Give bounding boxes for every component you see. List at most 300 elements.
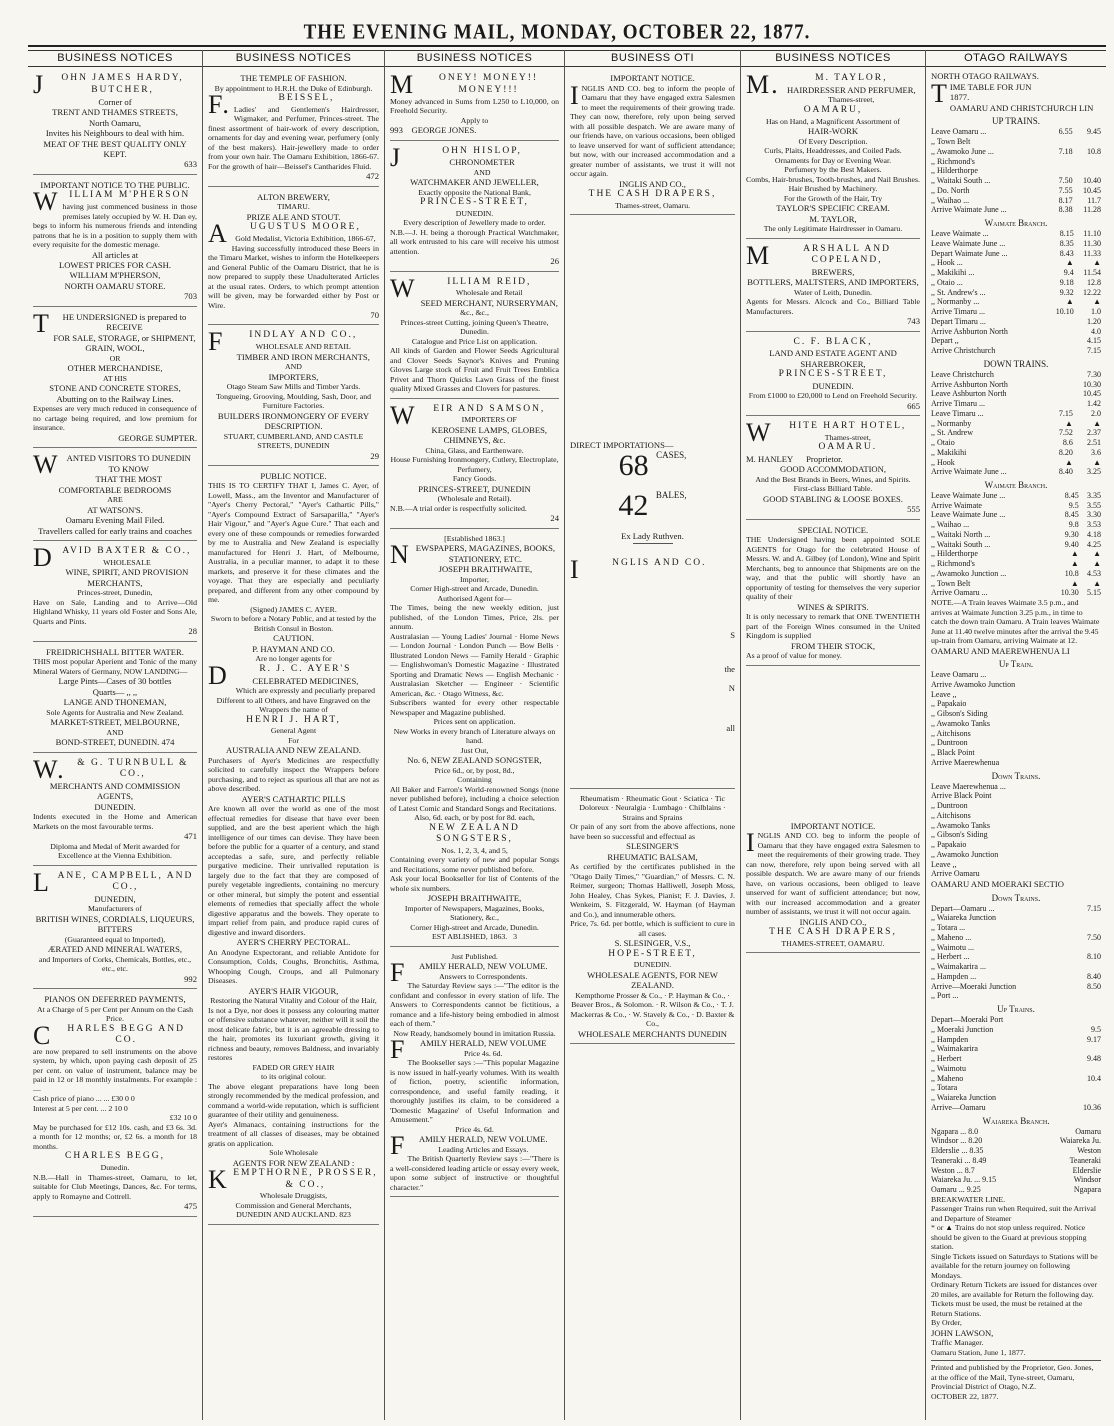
section-label: BREAKWATER LINE. [931, 1194, 1006, 1204]
station-cell: Depart ,, [931, 336, 959, 346]
ad-watson: W ANTED VISITORS TO DUNEDIN TO KNOW THAT THE MOST COMFORTABLE BEDROOMS ARE AT WATSON'S. Oamaru Evening Mail Filed. Travellers called for early trains and coaches [33, 451, 197, 541]
timetable-row [931, 370, 1101, 380]
ad-heading: SPECIAL NOTICE. [797, 524, 869, 535]
section-label: Waiareka Branch. [982, 1115, 1050, 1126]
time-cell: 1.20 [1087, 316, 1101, 326]
ad-line: BOND-STREET, DUNEDIN. [55, 737, 160, 748]
time-cell: 11.28 [1083, 205, 1101, 215]
timetable-row [931, 811, 1101, 821]
station-cell: ,, Waihao ... [931, 195, 970, 205]
ad-heading: THE TEMPLE OF FASHION. [240, 73, 347, 84]
ad-body: N.B.—Hall in Thames-street, Oamaru, to let, suitable for Club Meetings, Dances, &c. For terms, apply to Romayne and Cottrell. [33, 1172, 197, 1201]
ad-line: TIMBER AND IRON MERCHANTS, [236, 351, 370, 362]
time-cell [1050, 137, 1072, 147]
time-cell: 9.5 [1068, 500, 1079, 510]
timetable-row [931, 699, 1101, 709]
ad-line: General Agent [270, 726, 317, 736]
ad-line: HOPE-STREET, [608, 948, 697, 959]
ad-line: NORTH OAMARU STORE. [64, 280, 166, 291]
time-cell [1050, 166, 1072, 176]
time-cell: 7.30 [1087, 369, 1101, 379]
timetable-row [931, 297, 1101, 307]
timetable-row [931, 278, 1101, 288]
station-cell: ,, Makikihi [931, 447, 967, 457]
station-cell: ,, Waimotu ... [931, 942, 974, 952]
station-cell: ,, Waitaki South ... [931, 176, 991, 186]
section-label: Up Trains. [997, 1004, 1035, 1015]
timetable-note: * or ▲ Trains do not stop unless required. Notice should be given to the Guard at previous stopping station. [931, 1223, 1087, 1252]
time-cell [1050, 157, 1072, 167]
timetable-row [931, 801, 1101, 811]
time-cell: 11.33 [1083, 248, 1101, 258]
ad-line: MERCHANTS AND COMMISSION AGENTS, [49, 780, 181, 802]
ad-title: & G. TURNBULL & CO., [77, 757, 189, 780]
timetable-row [931, 904, 1101, 914]
time-cell: Elderslie [1072, 1165, 1101, 1175]
time-cell: 1.0 [1091, 307, 1101, 317]
ad-marshall-copeland: M ARSHALL AND COPELAND, BREWERS, BOTTLERS, MALTSTERS, AND IMPORTERS, Water of Leith, Dunedin. Agents for Messrs. Alcock and Co., Billiard Table Manufacturers. 743 [746, 242, 920, 332]
damaged-fragment: S [730, 630, 735, 640]
ad-number: 24 [550, 513, 559, 524]
ad-line: &c., &c., [460, 308, 489, 318]
time-cell: 10.30 [1060, 588, 1079, 598]
ad-title: UGUSTUS MOORE, [249, 222, 361, 233]
time-cell: ▲ [1093, 418, 1101, 428]
ad-line: Oamaru Station, June 1, 1877. [931, 1347, 1026, 1357]
timetable-row [931, 1146, 1101, 1156]
drop-cap: T [33, 308, 49, 338]
station-cell: Waiareka Ju. ... 9.15 [931, 1175, 997, 1185]
station-cell: Depart—Moeraki Port [931, 1015, 1004, 1025]
ad-line: LOWEST PRICES FOR CASH. [58, 260, 172, 270]
timetable-waimate-branch [931, 229, 1101, 317]
ad-line: Authorised Agent for— [437, 593, 512, 603]
station-cell: ,, Town Belt [931, 578, 971, 588]
timetable-row [931, 869, 1101, 879]
ad-title: INDLAY AND CO., [249, 330, 358, 341]
ad-line: Ornaments for Day or Evening Wear. [774, 155, 892, 165]
newspaper-title: THE EVENING MAIL, MONDAY, OCTOBER 22, 1877. [303, 20, 811, 44]
ad-title: ANTED VISITORS TO DUNEDIN TO KNOW [66, 453, 191, 474]
station-cell: ,, Richmond's [931, 156, 975, 166]
station-cell: ,, Herbert [931, 1054, 962, 1064]
time-cell [1073, 137, 1101, 147]
timetable-heading: IME TABLE FOR JUN [949, 81, 1032, 92]
timetable-row [931, 923, 1101, 933]
station-cell: Arrive Waimate June ... [931, 467, 1007, 477]
ad-line: As a proof of value for money. [746, 651, 842, 661]
ad-line: WINES & SPIRITS. [797, 601, 869, 612]
station-cell: Arrive Timaru ... [931, 399, 985, 408]
ad-body: Money advanced in Sums from L250 to L10,000, on Freehold Security. [390, 96, 559, 116]
ad-line: THE CASH DRAPERS, [769, 927, 897, 938]
time-cell: 2.37 [1087, 428, 1101, 438]
ad-body: May be purchased for £12 10s. cash, and £3 6s. 3d. a month for 12 months; or, £2 6s. a month for 18 months. [33, 1122, 197, 1151]
ad-line: KEROSENE LAMPS, GLOBES, CHIMNEYS, &c. [431, 424, 548, 446]
ad-signature: INGLIS AND CO., [799, 916, 867, 927]
ad-line: Oamaru Evening Mail Filed. [65, 515, 165, 526]
ad-body: N.B.—J. H. being a thorough Practical Watchmaker, all work entrusted to his care will receive his utmost attention. [390, 227, 559, 256]
time-cell: 5.15 [1087, 588, 1101, 598]
ad-line: Gold Medalist, Victoria Exhibition, 1866-67, [235, 234, 376, 243]
ad-body: Ladies' and Gentlemen's Hairdresser, Wigmaker, and Perfumer, Princes-street. The finest assortment of hair-work of every description, ornaments for day and evening wear, perfumery (only of the best makers). Hair-jewellery made to order from your own hair. The Oamaru Exhibition, 1866-67. For the growth of hair—Beissel's Cantharides Fluid. [208, 104, 379, 171]
timetable-row [931, 991, 1101, 1001]
time-cell: Windsor [1073, 1175, 1101, 1185]
station-cell: Leave Waimate ... [931, 229, 989, 239]
ad-line: Importer of Newspapers, Magazines, Books, Stationery, &c., [404, 903, 545, 923]
blank-space [570, 218, 735, 438]
timetable-row [931, 458, 1101, 468]
ad-body: Agents for Messrs. Alcock and Co., Billiard Table Manufacturers. [746, 297, 920, 316]
ad-title: ILLIAM M'PHERSON [69, 190, 191, 201]
ad-line: WHOLESALE MERCHANTS DUNEDIN [578, 1028, 727, 1039]
timetable-row [931, 830, 1101, 840]
ad-heading: IMPORTANT NOTICE. [790, 820, 876, 831]
station-cell: Arrive Christchurch [931, 346, 996, 356]
timetable-row [931, 943, 1101, 953]
time-cell: 9.30 [1064, 529, 1079, 539]
ad-line: HAIRDRESSER AND PERFUMER, [786, 84, 916, 95]
time-cell: ▲ [1093, 549, 1101, 559]
ad-line: Large Pints—Cases of 30 bottles [58, 676, 172, 687]
ad-line: WILLIAM M'PHERSON, [69, 270, 161, 281]
page-columns [28, 50, 1106, 1420]
ad-line: Thames-street, [824, 432, 871, 442]
station-cell: Leave Maerewhenua ... [931, 781, 1006, 791]
station-cell: ,, Duntroon [931, 801, 968, 811]
ad-body: Is not a Dye, nor does it possess any colouring matter or offensive substance whatever, neither will it soil the most delicate fabric, but it is an agreeable dressing to the hair, promotes its luxuriant growth, giving it richness and beauty, removes Baldness, and invariably restores [208, 1005, 379, 1063]
ad-line: CELEBRATED MEDICINES, [252, 675, 359, 686]
ad-body: Ayer's Almanacs, containing instructions for the treatment of all classes of diseases, may be obtained gratis on application. [208, 1119, 379, 1148]
station-cell: ,, Hook [931, 457, 955, 467]
column-header: BUSINESS NOTICES [741, 50, 925, 67]
ad-line: North Oamaru, [88, 117, 142, 128]
ad-white-hart: W HITE HART HOTEL, Thames-street, OAMARU. M. HANLEY Proprietor. GOOD ACCOMMODATION, And the Best Brands in Beers, Wines, and Spirits. First-class Billiard Table. GOOD STABLING & LOOSE BOXES. 555 [746, 419, 920, 520]
timetable-row [931, 438, 1101, 448]
ad-line: GOOD STABLING & LOOSE BOXES. [763, 493, 903, 504]
time-cell: ▲ [1093, 559, 1101, 569]
station-cell: ,, Waiareka Junction [931, 1093, 996, 1103]
ad-line: STONE AND CONCRETE STORES, [49, 383, 181, 394]
timetable-row [931, 840, 1101, 850]
damaged-fragment: N [728, 682, 735, 693]
ad-line: Just Published. [451, 951, 498, 961]
ad-line: Commission and General Merchants, [235, 1200, 352, 1210]
ad-money: M ONEY! MONEY!! MONEY!!! Money advanced in Sums from L250 to L10,000, on Freehold Security. Apply to 993 GEORGE JONES. [390, 71, 559, 140]
ad-line: HE UNDERSIGNED is prepared to RECEIVE [62, 311, 187, 333]
column-header: BUSINESS NOTICES [203, 50, 384, 67]
ad-number: 3 [513, 932, 517, 942]
section-label: Down Trains. [991, 892, 1041, 903]
station-cell: ,, Waitaki South ... [931, 539, 991, 549]
time-cell: Ngapara [1073, 1185, 1101, 1195]
time-cell: 4.25 [1087, 539, 1101, 549]
timetable-row [931, 229, 1101, 239]
ad-body: Having successfully introduced these Beers in the Timaru Market, wishes to inform the Hotelkeepers and General Public of the Oamaru District, that he is now prepared to supply these Unadulterated Articles at the usual rates. Orders, to which prompt attention will be given, may be forwarded either by Post or Wire. [208, 243, 379, 310]
timetable-row [931, 249, 1101, 259]
timetable-row [931, 1083, 1101, 1093]
timetable-row [931, 491, 1101, 501]
station-cell: Arrive Waimate June ... [931, 205, 1007, 215]
ad-line: Quarts— ,, ,, [92, 686, 138, 697]
time-cell: 8.17 [1058, 195, 1073, 205]
station-cell: Arrive Maerewhenua [931, 757, 1000, 767]
ad-heading: DIRECT IMPORTATIONS— [570, 440, 674, 451]
ad-line: DUNEDIN. [94, 801, 136, 812]
ad-line: TRENT AND THAMES STREETS, [52, 107, 178, 118]
ailment-list: Rheumatism · Rheumatic Gout · Sciatica · Tic Doloreux · Neuralgia · Lumbago · Chilblains · Strains and Sprains [579, 793, 726, 822]
ad-line: Are no longer agents for [255, 654, 332, 664]
ad-body: NGLIS AND CO. beg to inform the people of Oamaru that they have engaged extra Salesmen to meet the requirements of their growing trade. They can now, therefore, rely upon being served with all possible despatch. We are aware many of our friends have, on various occasions, been obliged to leave unserved for want of sufficient attendance; but now, with our increased accommodation and a greater number of assistants, we trust it will not occur again. [570, 83, 735, 179]
timetable-row [931, 389, 1101, 399]
ad-line: Has on Hand, a Magnificent Assortment of [765, 116, 901, 126]
ad-body: An Anodyne Expectorant, and reliable Antidote for Consumption, Colds, Coughs, Bronchitis, Asthma, Whooping Cough, Croups, and all Pulmonary Diseases. [208, 947, 379, 986]
station-cell: Arrive Oamaru ... [931, 588, 988, 598]
ad-line: AT HIS [103, 373, 127, 383]
ad-title: C. F. BLACK, [793, 336, 873, 347]
ad-line: Invites his Neighbours to deal with him. [45, 128, 185, 139]
timetable-row [931, 738, 1101, 748]
time-cell: ▲ [1065, 258, 1074, 268]
ad-line: Now Ready, handsomely bound in imitation Russia. [393, 1028, 556, 1038]
station-cell: ,, Gibson's Siding [931, 709, 988, 719]
ad-line: At a Charge of 5 per Cent per Annum on the Cash Price. [37, 1004, 193, 1024]
ad-heading: ALTON BREWERY, [257, 191, 330, 202]
ad-line: Thames-street, [828, 95, 875, 105]
ad-line: Price 4s. 6d. [455, 1124, 494, 1134]
ad-line: Proprietor. [806, 453, 843, 464]
station-cell: ,, Otaio [931, 438, 955, 447]
timetable-year: 1877. [949, 92, 970, 103]
ad-body: As certified by the certificates published in the "Otago Daily Times," "Guardian," of Messrs. C. N. Reimer, surgeon; Thomas Halliwell, Joseph Moss, John Healey, Chas Sykes, Pianist; F. J. Davies, J. Wenkeim, S. Fitzgerald, W. Hayman (of Hayman and Co.), and innumerable others. [570, 862, 735, 919]
timetable-row [931, 729, 1101, 739]
timetable-row [931, 157, 1101, 167]
time-cell: Waiareka Ju. [1059, 1136, 1101, 1146]
ad-line: FOR SALE, STORAGE, or SHIPMENT, [53, 332, 196, 343]
ad-line: Prices sent on application. [433, 717, 516, 727]
station-cell: Leave Waimate June ... [931, 490, 1006, 500]
station-cell: Arrive—Oamaru [931, 1102, 986, 1112]
time-cell [1073, 157, 1101, 167]
time-cell: 10.40 [1083, 176, 1101, 186]
ad-line: DUNEDIN. [455, 208, 494, 218]
time-cell: ▲ [1070, 549, 1079, 559]
ad-line: AGENTS FOR NEW ZEALAND : [232, 1157, 355, 1168]
ad-title: BEISSEL, [278, 93, 335, 104]
ad-line: Catalogue and Price List on application. [411, 336, 538, 346]
timetable-row [931, 176, 1101, 186]
ad-signature: CHARLES BEGG, [65, 1151, 165, 1162]
imprint-date: OCTOBER 22, 1877. [931, 1391, 999, 1401]
ad-title: AMILY HERALD, NEW VOLUME. [418, 1134, 548, 1145]
station-cell: ,, Otaio ... [931, 277, 963, 287]
ad-body: NGLIS AND CO. beg to inform the people of Oamaru that they have engaged extra Salesmen to meet the requirements of their growing trade. They can now, therefore, rely upon being served with all possible despatch. We are aware many of our friends have, on various occasions, been obliged to leave unserved for want of sufficient attendance; but now, with our increased accommodation and a greater number of assistants, we trust it will not occur again. [746, 831, 920, 917]
ad-signature: JOHN LAWSON, [931, 1327, 994, 1338]
timetable-christchurch [931, 317, 1101, 356]
timetable-title: NORTH OTAGO RAILWAYS. [931, 71, 1039, 82]
ad-title: ILLIAM REID, [447, 276, 532, 287]
time-cell: 7.15 [1087, 346, 1101, 356]
timetable-row [931, 419, 1101, 429]
ad-line: For the Growth of the Hair, Try [783, 193, 883, 203]
ad-line: AND [106, 727, 124, 737]
ad-signature: GEORGE SUMPTER. [118, 432, 197, 443]
ad-turnbull: W. & G. TURNBULL & CO., MERCHANTS AND COMMISSION AGENTS, DUNEDIN. Indents executed in the Home and American Markets on the most favourable terms. 471 Diploma and Medal of Merit awarded for Excellence at the Vienna Exhibition. [33, 756, 197, 866]
ad-line: FROM THEIR STOCK, [791, 640, 875, 651]
timetable-row [931, 1035, 1101, 1045]
station-cell: Leave Waimate June ... [931, 238, 1006, 248]
time-cell [1077, 923, 1101, 933]
timetable-row [931, 467, 1101, 477]
timetable-row [931, 205, 1101, 215]
ad-title: ARSHALL AND COPELAND, [803, 243, 891, 266]
time-cell: 3.55 [1087, 500, 1101, 510]
ad-line: Perfumery by the Best Makers. [784, 165, 882, 175]
ad-line: The only Legitimate Hairdresser in Oamaru. [763, 224, 903, 233]
station-cell: Leave ,, [931, 859, 957, 869]
ad-signature: INGLIS AND CO., [619, 178, 686, 189]
ad-lane-campbell: LANE, CAMPBELL, AND CO., DUNEDIN, Manufacturers of BRITISH WINES, CORDIALS, LIQUEURS, BITTERS (Guaranteed equal to Imported), ÆRATED AND MINERAL WATERS, and Importers of Corks, Chemicals, Bottles, etc., etc., etc. 992 [33, 869, 197, 990]
timetable-row [931, 428, 1101, 438]
ad-line: New Works in every branch of Literature always on hand. [393, 726, 556, 746]
ad-heading: PIANOS ON DEFERRED PAYMENTS, [44, 994, 186, 1005]
ad-body: It is only necessary to remark that ONE TWENTIETH part of the Foreign Wines consumed in the United Kingdom is supplied [746, 612, 920, 641]
station-cell: Leave ,, [931, 689, 957, 699]
ad-line: DUNEDIN AND AUCKLAND. [236, 1210, 338, 1220]
station-cell: Arrive Ashburton North [931, 379, 1008, 389]
time-cell: 10.45 [1083, 185, 1101, 195]
ad-body: THIS IS TO CERTIFY THAT I, James C. Ayer, of Lowell, Mass., am the Inventor and Manufacturer of "Ayer's Cherry Pectoral," "Ayer's Cathartic Pills," "Ayer's Compound Extract of Sarsaparilla," "Ayer's Hair Vigour," and "Ayer's Ague Cure." That each and every one of these compounds or remedies forwarded by me to Australia and New Zealand is especially manufactured for Henri J. Hart, of Melbourne, Australia, in a peculiar manner, to adapt it to these markets, and preserve it for these climates and the voyage. That they are especially and peculiarly prepared, and different from any other compound by me. [208, 481, 379, 605]
ad-line: Corner High-street and Arcade, Dunedin. [410, 922, 539, 932]
ad-line: Wholesale and Retail [455, 288, 523, 298]
time-cell: 8.40 [1058, 467, 1073, 477]
publication-list: Australasian — Young Ladies' Journal · Home News — London Journal · London Punch — Bow Bells · Illustrated London News — Family Herald · Graphic — Englishwoman's Domestic Magazine · Illustrated Sporting and Dramatic News — English Mechanic · Australasian Sketcher — Engineer · Scientific American, &c. · Otago Witness, &c. [390, 631, 559, 698]
time-cell [1067, 1083, 1101, 1093]
time-cell: 7.18 [1058, 146, 1073, 156]
ad-line: Princes-street, Dunedin, [77, 588, 153, 598]
time-cell: 2.51 [1087, 438, 1101, 447]
bales-label: BALES, [655, 489, 687, 500]
ad-body: Or pain of any sort from the above affections, none have been so successful and effectual as [570, 822, 735, 841]
station-cell: Teaneraki ... 8.49 [931, 1155, 987, 1165]
timetable-row [931, 579, 1101, 589]
timetable-row [931, 288, 1101, 298]
column-header: BUSINESS OTI [565, 50, 740, 67]
ad-heading: AYER'S CHERRY PECTORAL. [236, 937, 351, 948]
ad-line: MEAT OF THE BEST QUALITY ONLY KEPT. [43, 138, 187, 159]
ad-body: Purchasers of Ayer's Medicines are respectfully solicited to carefully inspect the Wrappers before purchasing, and to reject as spurious all that are not as above described. [208, 755, 379, 794]
ad-title: NGLIS AND CO. [612, 558, 707, 569]
timetable-row [931, 1064, 1101, 1074]
station-cell: ,, Hampden [931, 1034, 969, 1044]
timetable-row [931, 399, 1101, 409]
ad-line: BUILDERS IRONMONGERY OF EVERY DESCRIPTION. [217, 410, 370, 432]
time-cell: 8.45 [1064, 490, 1079, 500]
timetable-row [931, 166, 1101, 176]
timetable-row [931, 1093, 1101, 1103]
ad-line: Containing [457, 775, 492, 785]
column-2 [203, 50, 385, 1420]
ad-line: Ex Lady Ruthven. [621, 530, 684, 541]
ad-line: Leading Articles and Essays. [438, 1144, 529, 1154]
ad-number: 823 [339, 1210, 351, 1220]
divider [633, 543, 673, 544]
ad-line: Corner of [98, 96, 132, 107]
ad-line: GRAIN, WOOL, [85, 343, 145, 354]
time-cell: 9.45 [1087, 127, 1101, 137]
station-cell: ,, Black Point [931, 748, 975, 758]
timetable-row [931, 409, 1101, 419]
ad-line: and Importers of Corks, Chemicals, Bottles, etc., etc., etc. [38, 954, 192, 974]
ad-special-notice [746, 523, 920, 666]
timetable-moeraki-down [931, 904, 1101, 1002]
time-cell: 7.15 [1058, 408, 1073, 418]
ad-body: Have on Sale, Landing and to Arrive—Old Highland Whisky, 11 years old Foster and Sons Ale, Quarts and Pints. [33, 597, 197, 626]
ad-line: Abutting on to the Railway Lines. [56, 393, 174, 404]
station-cell: ,, Awamoko Tanks [931, 820, 990, 830]
ad-body: Ask your local Bookseller for list of Contents of the whole six numbers. [390, 874, 559, 893]
ad-line: Importer, [460, 574, 489, 584]
ad-title: EWSPAPERS, MAGAZINES, BOOKS, STATIONERY, ETC. [415, 543, 556, 564]
timetable-row [931, 1185, 1101, 1195]
ad-line: SEED MERCHANT, NURSERYMAN, [420, 297, 558, 308]
ad-line: For [288, 735, 299, 745]
ad-line: Hair Brushed by Machinery. [788, 184, 878, 194]
time-cell: 4.53 [1087, 568, 1101, 578]
time-cell [1077, 991, 1101, 1001]
cases-count: 68 [618, 448, 649, 482]
ad-alton-brewery: ALTON BREWERY, TIMARU. PRIZE ALE AND STOUT. A UGUSTUS MOORE, Gold Medalist, Victoria Exhibition, 1866-67, Having successfully introduced these Beers in the Timaru Market, wishes to inform the Hotelkeepers and General Public of the Oamaru District, that he is now prepared to supply these Unadulterated Articles at the usual rates. Orders, to which prompt attention will be given, may be forwarded either by Post or Wire. 70 [208, 190, 379, 326]
timetable-row [931, 952, 1101, 962]
price-line: Interest at 5 per cent. ... 2 10 0 [33, 1103, 128, 1113]
ad-number: 555 [907, 504, 920, 515]
timetable-row [931, 1175, 1101, 1185]
station-cell: Arrive Waimate [931, 500, 982, 510]
time-cell: 3.53 [1087, 520, 1101, 530]
station-cell: Arrive Black Point [931, 791, 992, 801]
time-cell: ▲ [1065, 297, 1074, 307]
time-cell: ▲ [1093, 297, 1101, 307]
timetable-moeraki-up [931, 1015, 1101, 1113]
ad-line: MARKET-STREET, MELBOURNE, [50, 717, 180, 728]
timetable-row [931, 1136, 1101, 1146]
ad-line: Price, 7s. 6d. per bottle, which is sufficient to cure in all cases. [570, 919, 735, 938]
station-cell: Ngapara ... 8.0 [931, 1126, 979, 1136]
time-cell: 9.18 [1059, 277, 1074, 287]
station-cell: Oamaru ... 9.25 [931, 1185, 981, 1195]
ad-ayer: PUBLIC NOTICE. THIS IS TO CERTIFY THAT I, James C. Ayer, of Lowell, Mass., am the Inventor and Manufacturer of "Ayer's Cherry Pectoral," "Ayer's Cathartic Pills," "Ayer's Compound Extract of Sarsaparilla," "Ayer's Hair Vigour," and "Ayer's Ague Cure." That each and every one of these compounds or remedies forwarded by me to Australia and New Zealand is especially manufactured for Henri J. Hart, of Melbourne, Australia, in a peculiar manner, to adapt it to these markets, and preserve it for these climates and the voyage. That they are especially and peculiarly prepared, and different from any other compound by me. (Signed) JAMES C. AYER. Sworn to before a Notary Public, and at tested by the British Consul in Boston. CAUTION. P. HAYMAN AND CO. Are no longer agents for D R. J. C. AYER'S CELEBRATED MEDICINES, Which are expressly and peculiarly prepared Different to all Others, and have Engraved on the Wrappers the name of HENRI J. HART, General Agent For AUSTRALIA AND NEW ZEALAND. Purchasers of Ayer's Medicines are respectfully solicited to carefully inspect the Wrappers before purchasing, and to reject as spurious all that are not as above described. AYER'S CATHARTIC PILLS Are known all over the world as one of the most effectual remedies for disease that have ever been supplied, and are the best aperient which the high intelligence of our times can devise. They have been before the public for a quarter of a century, and stand acceptedas a safe, sure, and perfectly reliable purgative medicine. Their unrivalled reputation is largely due to the fact that they are composed of purely vegetable ingredients, containing no mercury or other mineral, but simply the potent and essential elements of remedies that specially affect the whole digestive apparatus and the bowels. They operate to impart relief from pain, and produce rapid cures of digestive and inward disorders. AYER'S CHERRY PECTORAL. An Anodyne Expectorant, and reliable Antidote for Consumption, Colds, Coughs, Bronchitis, Asthma, Whooping Cough, Croups, and all Pulmonary Diseases. AYER'S HAIR VIGOUR, Restoring the Natural Vitality and Colour of the Hair, Is not a Dye, nor does it possess any colouring matter or offensive substance whatever, neither will it soil the most delicate fabric, but it is an agreeable dressing to the hair, promotes its luxuriant growth, giving it richness and beauty, removes Baldness, and invariably restores FADED OR GREY HAIR to its original colour. The above elegant preparations have long been strongly recommended by the medical profession, and command a world-wide reputation, which is sufficient guarantee of their utility and genuineness. Ayer's Almanacs, containing instructions for the treatment of all classes of diseases, may be obtained gratis on application. Sole Wholesale AGENTS FOR NEW ZEALAND : KEMPTHORNE, PROSSER, & CO., Wholesale Druggists, Commission and General Merchants, DUNEDIN AND AUCKLAND. 823 [208, 469, 379, 1225]
ad-body: Expenses are very much reduced in consequence of no cartage being required, and low premium for insurance. [33, 404, 197, 433]
ad-heading: FREIDRICHSHALL BITTER WATER. [46, 646, 184, 657]
ad-line: Of Every Description. [798, 136, 868, 146]
ad-body: are now prepared to sell instruments on the above system, by which, upon paying cash deposit of 25 per cent. on value of instrument, balance may be paid in 12 or 18 monthly instalments. For example :— [33, 1046, 197, 1094]
time-cell [1051, 389, 1073, 399]
ad-heading: PUBLIC NOTICE. [260, 470, 327, 481]
station-cell: ,, Hilderthorpe [931, 166, 978, 176]
ad-number: 70 [370, 310, 379, 320]
timetable-note: NOTE.—A Train leaves Waimate 3.5 p.m., and arrives at Waimate Junction 3.25 p.m., in time to catch the down train Oamaru. A Train leaves Waimate June at 11.40 twelve minutes after the arrival the 9.45 up-train from Oamaru, arriving Waimate at 12. [931, 598, 1100, 646]
time-cell: 6.55 [1058, 127, 1073, 137]
station-cell: Arrive Ashburton North [931, 326, 1008, 336]
ad-line: PRINCES-STREET, [420, 197, 529, 208]
ad-line: PRINCES-STREET, [778, 369, 888, 380]
ad-line: Sole Wholesale [269, 1148, 318, 1158]
station-cell: ,, Waiareka Junction [931, 913, 996, 923]
ad-line: Also, 6d. each, or by post for 8d. each, [414, 813, 535, 823]
masthead [0, 0, 1114, 46]
timetable-row [931, 1127, 1101, 1137]
timetable-row [931, 690, 1101, 700]
